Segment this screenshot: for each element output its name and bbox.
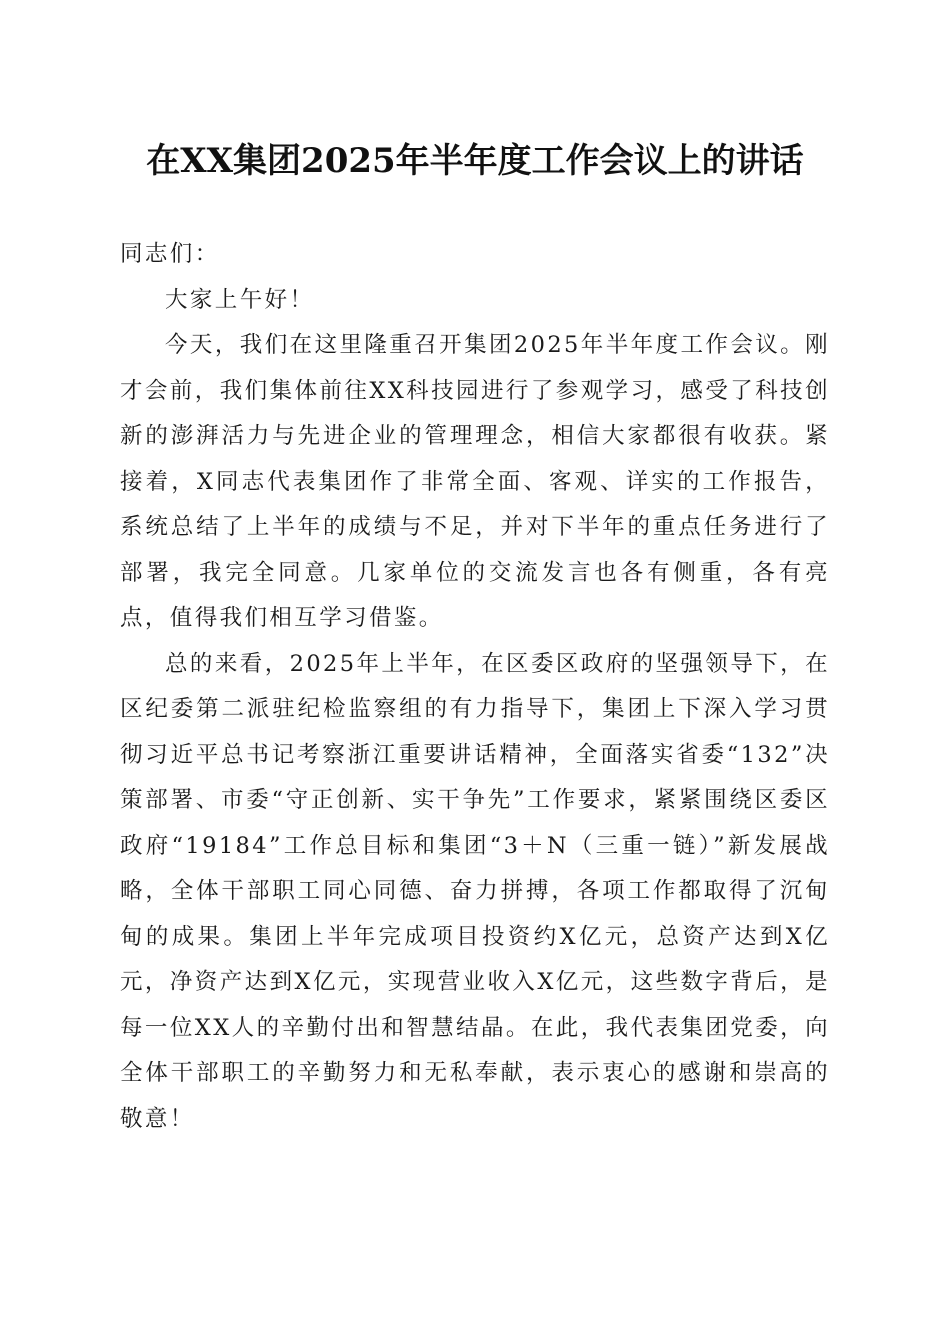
paragraph-opening: 今天，我们在这里隆重召开集团2025年半年度工作会议。刚才会前，我们集体前往XX科技园进行了参观学习，感受了科技创新的澎湃活力与先进企业的管理理念，相信大家都很有收获。紧接着，X同志代表集团作了非常全面、客观、详实的工作报告，系统总结了上半年的成绩与不足，并对下半年的重点任务进行了部署，我完全同意。几家单位的交流发言也各有侧重，各有亮点，值得我们相互学习借鉴。: [120, 332, 830, 631]
salutation: 同志们：: [120, 241, 220, 267]
paragraph-summary: 总的来看，2025年上半年，在区委区政府的坚强领导下，在区纪委第二派驻纪检监察组的有力指导下，集团上下深入学习贯彻习近平总书记考察浙江重要讲话精神，全面落实省委“132”决策部署、市委“守正创新、实干争先”工作要求，紧紧围绕区委区政府“19184”工作总目标和集团“3＋N（三重一链）”新发展战略，全体干部职工同心同德、奋力拼搏，各项工作都取得了沉甸甸的成果。集团上半年完成项目投资约X亿元，总资产达到X亿元，净资产达到X亿元，实现营业收入X亿元，这些数字背后，是每一位XX人的辛勤付出和智慧结晶。在此，我代表集团党委，向全体干部职工的辛勤努力和无私奉献，表示衷心的感谢和崇高的敬意！: [120, 650, 830, 1132]
paragraph-greeting: 大家上午好！: [165, 286, 315, 313]
document-body: [120, 232, 830, 1142]
document-title: 在XX集团2025年半年度工作会议上的讲话: [146, 141, 804, 181]
